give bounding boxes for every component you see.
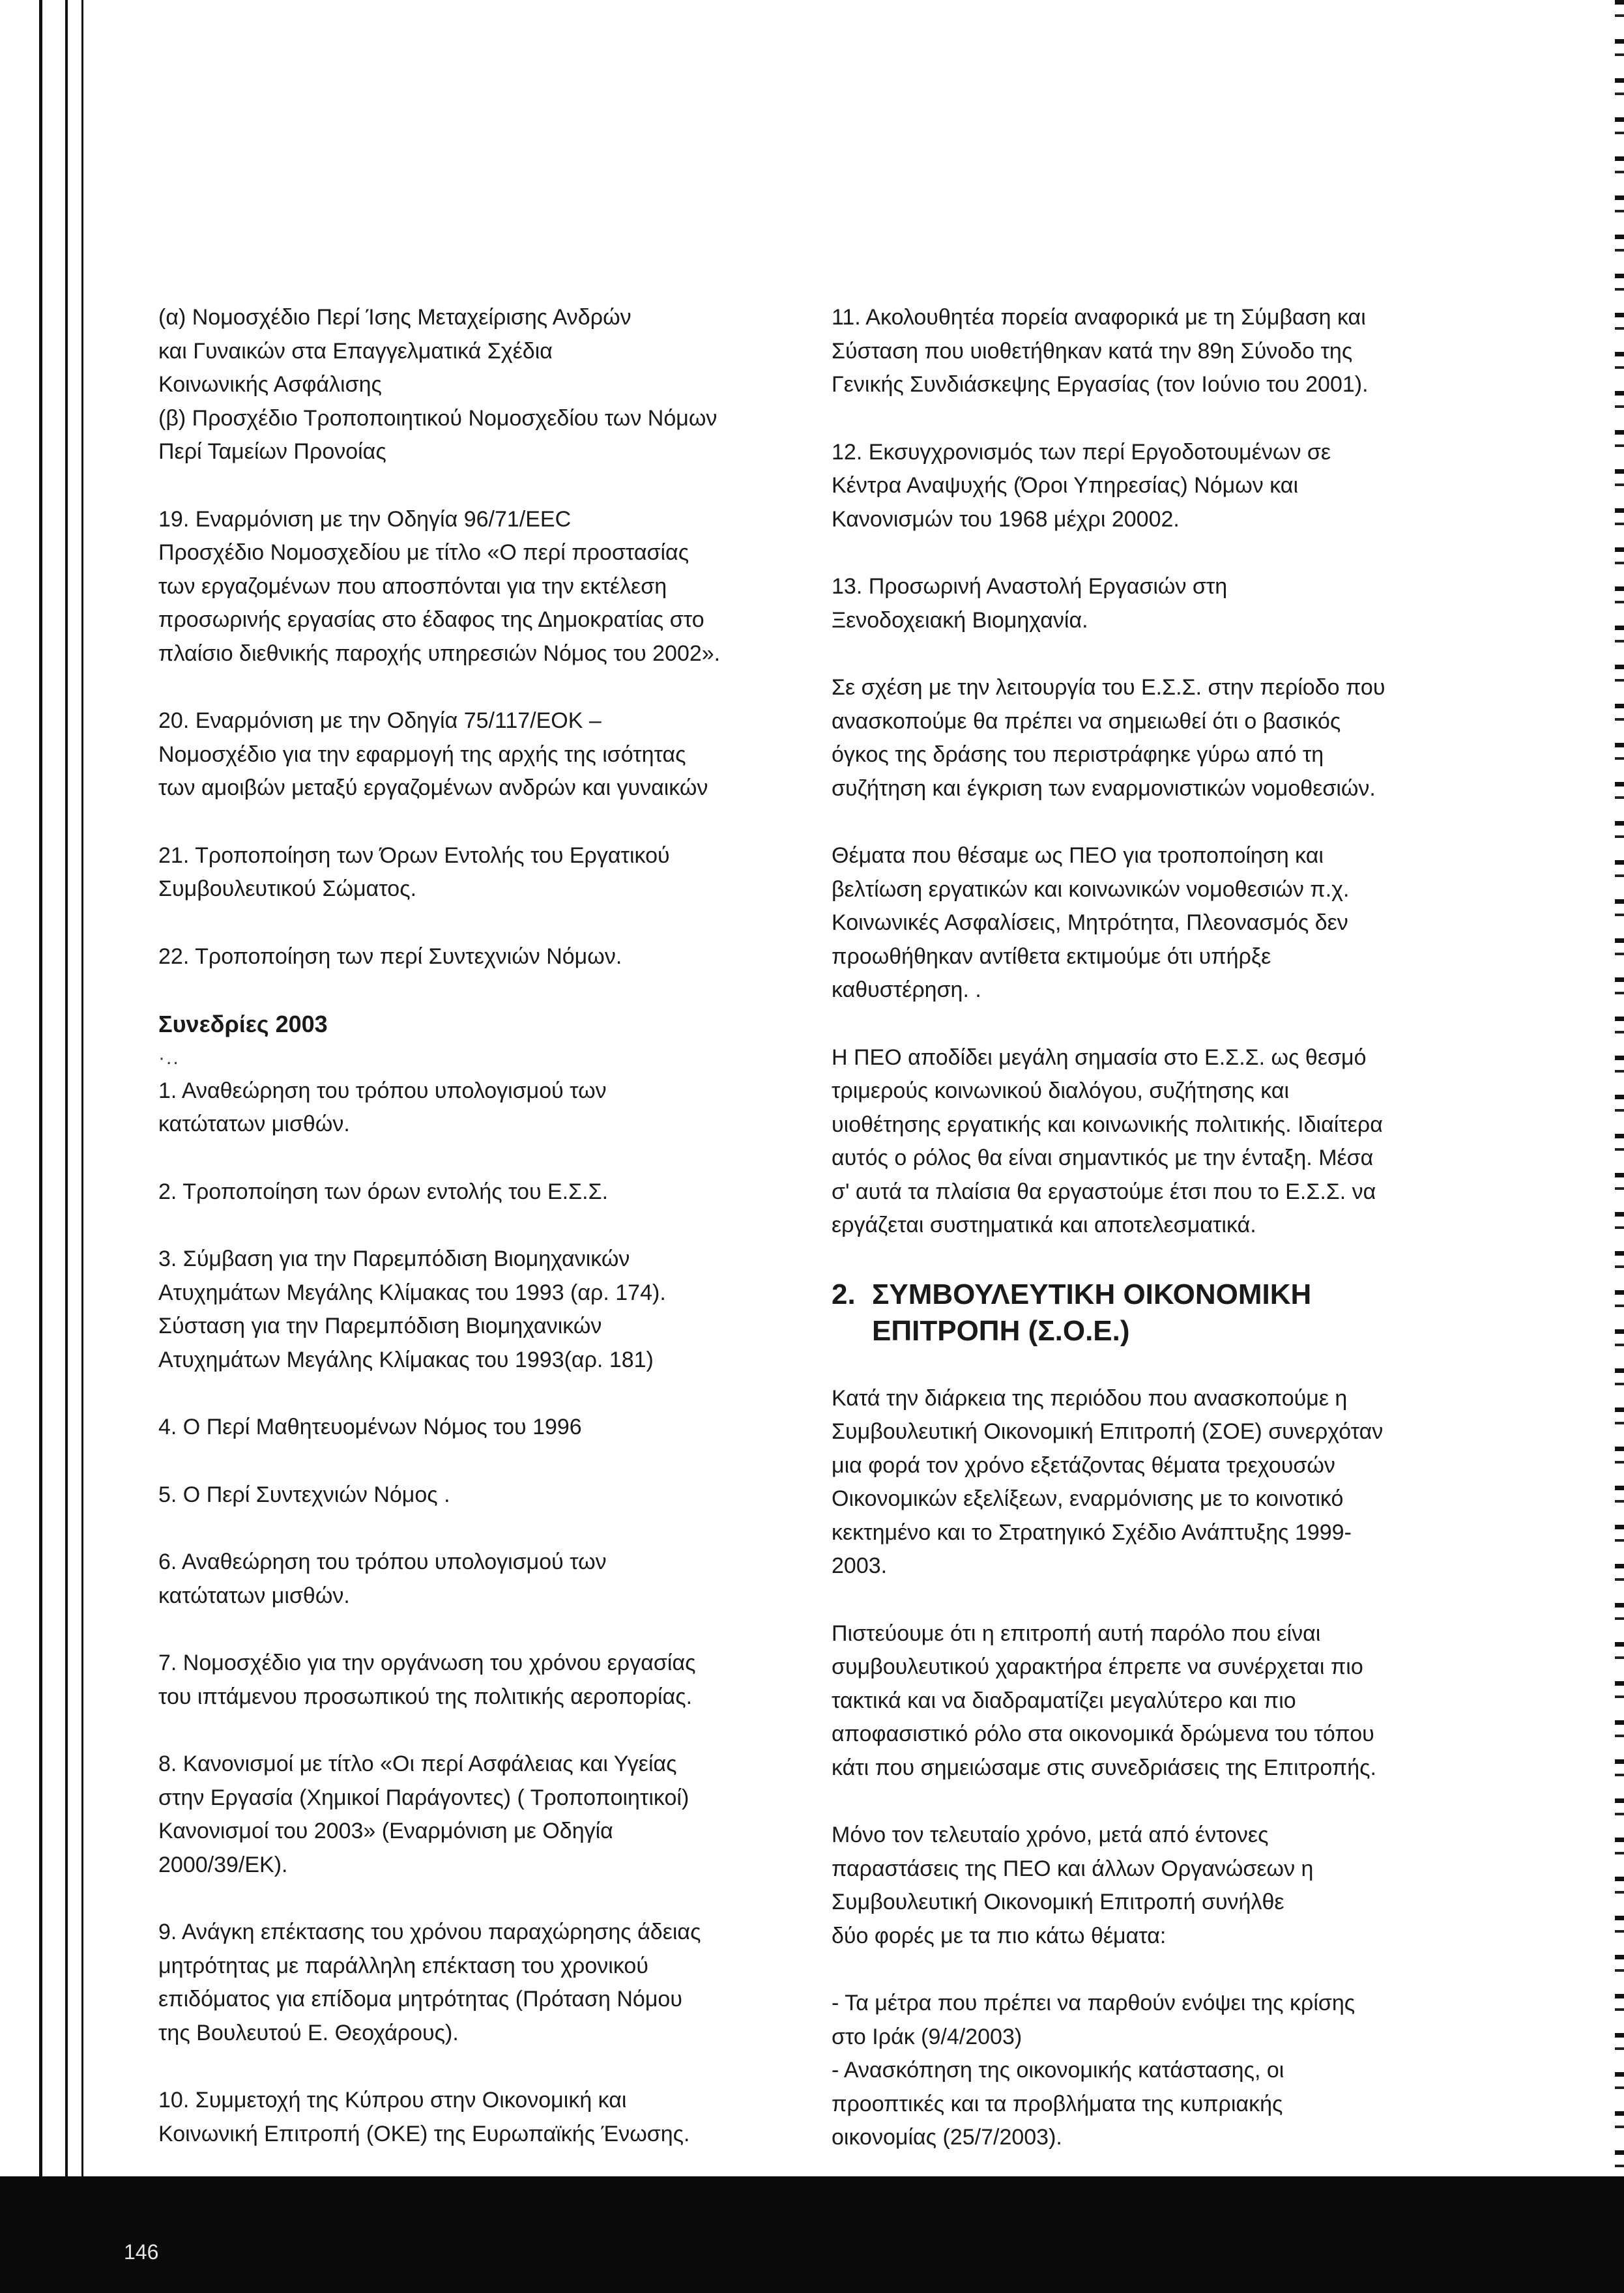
text-line: 1. Αναθεώρηση του τρόπου υπολογισμού των	[158, 1078, 607, 1103]
text-line: όγκος της δράσης του περιστράφηκε γύρω από τη	[832, 742, 1324, 767]
section-title-line: ΣΥΜΒΟΥΛΕΥΤΙΚΗ ΟΙΚΟΝΟΜΙΚΗ	[872, 1278, 1312, 1310]
paragraph-text	[832, 570, 1483, 637]
text-line: Κανονισμών του 1968 μέχρι 20002.	[832, 506, 1180, 532]
paragraph-text	[832, 1819, 1483, 1953]
text-line: σ' αυτά τα πλαίσια θα εργαστούμε έτσι που το Ε.Σ.Σ. να	[832, 1179, 1376, 1204]
text-line: αυτός ο ρόλος θα είναι σημαντικός με την ένταξη. Μέσα	[832, 1146, 1374, 1170]
text-line: και Γυναικών στα Επαγγελματικά Σχέδια	[158, 338, 553, 364]
scan-binding-line	[81, 0, 83, 2176]
dots-marker: ·..	[158, 1046, 180, 1069]
paragraph	[832, 671, 1483, 805]
paragraph-text	[158, 839, 810, 906]
text-line: οικονομίας (25/7/2003).	[832, 2125, 1062, 2150]
section-title-line: ΕΠΙΤΡΟΠΗ (Σ.Ο.Ε.)	[872, 1314, 1130, 1347]
paragraph	[832, 570, 1483, 637]
text-line: Προσχέδιο Νομοσχεδίου με τίτλο «Ο περί προστασίας	[158, 540, 689, 565]
paragraph	[832, 1617, 1483, 1785]
paragraph	[158, 1243, 810, 1377]
paragraph	[832, 1819, 1483, 1953]
text-line: 3. Σύμβαση για την Παρεμπόδιση Βιομηχανικών	[158, 1247, 630, 1271]
section-heading	[832, 1276, 1483, 1349]
text-line: 4. Ο Περί Μαθητευομένων Νόμος του 1996	[158, 1415, 582, 1439]
text-line: 21. Τροποποίηση των Όρων Εντολής του Εργατικού	[158, 843, 670, 868]
section-number: 2.	[832, 1278, 856, 1310]
text-line: μια φορά τον χρόνο εξετάζοντας θέματα τρεχουσών	[832, 1452, 1335, 1478]
paragraph-text	[832, 1987, 1483, 2155]
text-line: προσωρινής εργασίας στο έδαφος της Δημοκρατίας στο	[158, 607, 704, 632]
paragraph	[832, 1987, 1483, 2155]
text-line: δύο φορές με τα πιο κάτω θέματα:	[832, 1923, 1167, 1948]
paragraph-text	[832, 1041, 1483, 1243]
paragraph-text	[158, 2084, 810, 2151]
right-column-items-top	[832, 301, 1483, 1243]
paragraph	[158, 1478, 810, 1512]
text-line: Θέματα που θέσαμε ως ΠΕΟ για τροποποίηση και	[832, 843, 1324, 868]
left-column-items-bottom	[158, 1074, 810, 2152]
paragraph	[158, 1546, 810, 1613]
text-line: 10. Συμμετοχή της Κύπρου στην Οικονομική και	[158, 2088, 627, 2113]
text-line: - Τα μέτρα που πρέπει να παρθούν ενόψει της κρίσης	[832, 1991, 1356, 2015]
text-line: εργάζεται συστηματικά και αποτελεσματικά.	[832, 1213, 1256, 1237]
text-line: Κέντρα Αναψυχής (Όροι Υπηρεσίας) Νόμων και	[832, 473, 1298, 498]
text-line: Η ΠΕΟ αποδίδει μεγάλη σημασία στο Ε.Σ.Σ. ως θεσμό	[832, 1045, 1367, 1070]
paragraph	[832, 1041, 1483, 1243]
text-line: Κοινωνική Επιτροπή (ΟΚΕ) της Ευρωπαϊκής Ένωσης.	[158, 2121, 690, 2146]
text-line: παραστάσεις της ΠΕΟ και άλλων Οργανώσεων η	[832, 1856, 1314, 1881]
paragraph-text	[832, 671, 1483, 805]
text-line: 6. Αναθεώρηση του τρόπου υπολογισμού των	[158, 1550, 607, 1574]
text-line: 13. Προσωρινή Αναστολή Εργασιών στη	[832, 574, 1228, 599]
paragraph	[158, 503, 810, 671]
paragraph-text	[158, 1546, 810, 1613]
paragraph	[158, 839, 810, 906]
text-line: 7. Νομοσχέδιο για την οργάνωση του χρόνου εργασίας	[158, 1651, 696, 1675]
text-line: υιοθέτησης εργατικής και κοινωνικής πολιτικής. Ιδιαίτερα	[832, 1112, 1383, 1137]
paragraph-text	[158, 1916, 810, 2050]
scan-binding-line	[39, 0, 42, 2176]
text-line: Σε σχέση με την λειτουργία του Ε.Σ.Σ. στην περίοδο που	[832, 675, 1385, 700]
text-line: προοπτικές και τα προβλήματα της κυπριακής	[832, 2091, 1283, 2116]
paragraph-text	[158, 1647, 810, 1714]
paragraph	[158, 1916, 810, 2050]
paragraph	[158, 940, 810, 974]
text-line: αποφασιστικό ρόλο στα οικονομικά δρώμενα του τόπου	[832, 1722, 1374, 1746]
text-line: 9. Ανάγκη επέκτασης του χρόνου παραχώρησης άδειας	[158, 1920, 701, 1944]
text-line: Περί Ταμείων Προνοίας	[158, 439, 386, 464]
paragraph-text	[158, 1243, 810, 1377]
text-line: των εργαζομένων που αποσπόνται για την εκτέλεση	[158, 573, 667, 599]
text-line: 19. Εναρμόνιση με την Οδηγία 96/71/EEC	[158, 506, 572, 532]
paragraph	[832, 1382, 1483, 1583]
text-line: Συμβουλευτική Οικονομική Επιτροπή (ΣΟΕ) συνερχόταν	[832, 1419, 1384, 1444]
right-column	[832, 301, 1483, 2189]
page-number: 146	[124, 2240, 159, 2264]
text-line: 8. Κανονισμοί με τίτλο «Οι περί Ασφάλειας και Υγείας	[158, 1752, 677, 1776]
paragraph-text	[832, 839, 1483, 1007]
paragraph	[158, 1411, 810, 1445]
paragraph-text	[158, 1478, 810, 1512]
paragraph-text	[158, 503, 810, 671]
text-line: της Βουλευτού Ε. Θεοχάρους).	[158, 2020, 459, 2045]
text-line: τακτικά και να διαδραματίζει μεγαλύτερο και πιο	[832, 1688, 1296, 1713]
text-line: προωθήθηκαν αντίθετα εκτιμούμε ότι υπήρξε	[832, 944, 1271, 969]
text-line: καθυστέρηση. .	[832, 977, 981, 1002]
text-line: των αμοιβών μεταξύ εργαζομένων ανδρών και γυναικών	[158, 775, 708, 800]
text-line: 12. Εκσυγχρονισμός των περί Εργοδοτουμένων σε	[832, 439, 1331, 465]
paragraph-text	[832, 1382, 1483, 1583]
scan-page-edge	[1615, 0, 1624, 2293]
text-line: Σύσταση που υιοθετήθηκαν κατά την 89η Σύνοδο της	[832, 338, 1353, 364]
text-line: - Ανασκόπηση της οικονομικής κατάστασης, οι	[832, 2058, 1284, 2083]
text-line: Γενικής Συνδιάσκεψης Εργασίας (τον Ιούνιο του 2001).	[832, 372, 1369, 397]
paragraph-text	[158, 301, 810, 469]
text-line: Πιστεύουμε ότι η επιτροπή αυτή παρόλο που είναι	[832, 1621, 1321, 1646]
paragraph	[158, 1647, 810, 1714]
text-line: 2003.	[832, 1553, 888, 1578]
text-line: στο Ιράκ (9/4/2003)	[832, 2024, 1022, 2049]
left-column	[158, 301, 810, 2185]
paragraph-text	[832, 301, 1483, 402]
text-line: 2000/39/ΕΚ).	[158, 1852, 288, 1877]
paragraph-text	[158, 940, 810, 974]
paragraph	[158, 704, 810, 805]
left-column-items-top	[158, 301, 810, 973]
text-line: κατώτατων μισθών.	[158, 1583, 350, 1608]
text-line: 11. Ακολουθητέα πορεία αναφορικά με τη Σύμβαση και	[832, 305, 1366, 330]
text-line: Κοινωνικής Ασφάλισης	[158, 372, 382, 397]
text-line: επιδόματος για επίδομα μητρότητας (Πρόταση Νόμου	[158, 1987, 682, 2012]
text-line: κεκτημένο και το Στρατηγικό Σχέδιο Ανάπτυξης 1999-	[832, 1520, 1352, 1545]
text-line: ανασκοπούμε θα πρέπει να σημειωθεί ότι ο βασικός	[832, 708, 1341, 734]
text-line: Ατυχημάτων Μεγάλης Κλίμακας του 1993 (αρ. 174).	[158, 1280, 666, 1305]
paragraph	[158, 1074, 810, 1142]
paragraph-text	[158, 704, 810, 805]
text-line: Κοινωνικές Ασφαλίσεις, Μητρότητα, Πλεονασμός δεν	[832, 910, 1348, 935]
text-line: συζήτηση και έγκριση των εναρμονιστικών νομοθεσιών.	[832, 775, 1376, 801]
text-line: Ατυχημάτων Μεγάλης Κλίμακας του 1993(αρ. 181)	[158, 1347, 654, 1372]
paragraph	[832, 301, 1483, 402]
text-line: βελτίωση εργατικών και κοινωνικών νομοθεσιών π.χ.	[832, 876, 1350, 902]
section-title	[872, 1276, 1311, 1349]
text-line: Κανονισμοί του 2003» (Εναρμόνιση με Οδηγία	[158, 1819, 613, 1843]
subheading-sessions-2003: Συνεδρίες 2003	[158, 1011, 328, 1037]
paragraph	[832, 839, 1483, 1007]
text-line: Συμβουλευτική Οικονομική Επιτροπή συνήλθε	[832, 1890, 1284, 1914]
text-line: συμβουλευτικού χαρακτήρα έπρεπε να συνέρχεται πιο	[832, 1654, 1363, 1679]
paragraph-text	[158, 1175, 810, 1209]
text-line: Οικονομικών εξελίξεων, εναρμόνισης με το κοινοτικό	[832, 1486, 1344, 1511]
text-line: στην Εργασία (Χημικοί Παράγοντες) ( Τροποποιητικοί)	[158, 1785, 689, 1810]
text-line: 5. Ο Περί Συντεχνιών Νόμος .	[158, 1482, 450, 1507]
paragraph-text	[158, 1074, 810, 1142]
text-line: πλαίσιο διεθνικής παροχής υπηρεσιών Νόμος του 2002».	[158, 641, 721, 666]
text-line: 22. Τροποποίηση των περί Συντεχνιών Νόμων.	[158, 944, 622, 969]
text-line: κατώτατων μισθών.	[158, 1112, 350, 1136]
paragraph	[158, 301, 810, 469]
text-line: τριμερούς κοινωνικού διαλόγου, συζήτησης και	[832, 1078, 1290, 1103]
right-column-items-bottom	[832, 1382, 1483, 2155]
text-line: Νομοσχέδιο για την εφαρμογή της αρχής της ισότητας	[158, 742, 686, 767]
text-line: (β) Προσχέδιο Τροποποιητικού Νομοσχεδίου των Νόμων	[158, 405, 718, 431]
text-line: του ιπτάμενου προσωπικού της πολιτικής αεροπορίας.	[158, 1684, 693, 1709]
text-line: κάτι που σημειώσαμε στις συνεδριάσεις της Επιτροπής.	[832, 1755, 1376, 1780]
scan-binding-line	[65, 0, 68, 2176]
text-line: Μόνο τον τελευταίο χρόνο, μετά από έντονες	[832, 1823, 1269, 1847]
paragraph-text	[158, 1748, 810, 1882]
paragraph	[158, 2084, 810, 2151]
text-line: 2. Τροποποίηση των όρων εντολής του Ε.Σ.Σ.	[158, 1179, 609, 1204]
text-line: Κατά την διάρκεια της περιόδου που ανασκοπούμε η	[832, 1385, 1348, 1411]
text-line: 20. Εναρμόνιση με την Οδηγία 75/117/ΕΟΚ –	[158, 708, 602, 733]
paragraph-text	[832, 1617, 1483, 1785]
text-line: Συμβουλευτικού Σώματος.	[158, 876, 417, 901]
text-line: Σύσταση για την Παρεμπόδιση Βιομηχανικών	[158, 1314, 602, 1338]
text-line: (α) Νομοσχέδιο Περί Ίσης Μεταχείρισης Ανδρών	[158, 305, 631, 330]
paragraph-text	[832, 436, 1483, 537]
paragraph	[158, 1748, 810, 1882]
footer-bar	[0, 2176, 1624, 2293]
text-line: μητρότητας με παράλληλη επέκταση του χρονικού	[158, 1953, 648, 1978]
text-line: Ξενοδοχειακή Βιομηχανία.	[832, 607, 1088, 633]
paragraph-text	[158, 1411, 810, 1445]
paragraph	[158, 1175, 810, 1209]
paragraph	[832, 436, 1483, 537]
